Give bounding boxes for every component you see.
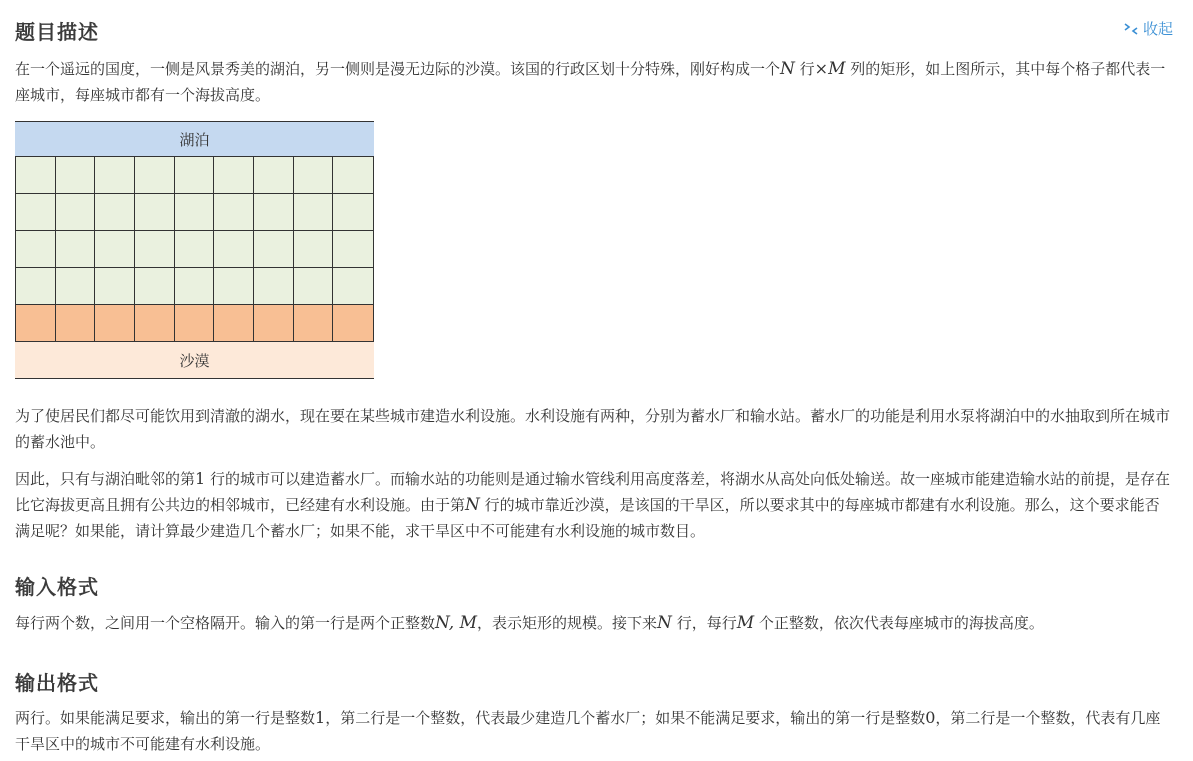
city-cell (175, 157, 215, 194)
city-cell (254, 157, 294, 194)
city-cell (333, 194, 373, 231)
city-cell (56, 157, 96, 194)
city-cell (254, 231, 294, 268)
city-cell (175, 231, 215, 268)
city-cell (95, 194, 135, 231)
city-cell (56, 231, 96, 268)
desert-city-cell (135, 305, 175, 342)
city-cell (56, 268, 96, 305)
city-cell (16, 194, 56, 231)
city-cell (254, 194, 294, 231)
description-paragraph-1: 在一个遥远的国度，一侧是风景秀美的湖泊，另一侧则是漫无边际的沙漠。该国的行政区划十分特殊，刚好构成一个N 行×M 列的矩形，如上图所示，其中每个格子都代表一座城市，每座城市都有一个海拔高度。 (15, 59, 1166, 104)
city-cell (16, 157, 56, 194)
collapse-label: 收起 (1142, 20, 1173, 38)
city-cell (56, 194, 96, 231)
city-cell (16, 231, 56, 268)
city-cell (333, 268, 373, 305)
desert-city-cell (56, 305, 96, 342)
city-cell (254, 268, 294, 305)
desert-city-cell (16, 305, 56, 342)
city-cell (95, 157, 135, 194)
section-title-input: 输入格式 (15, 575, 99, 599)
city-cell (95, 268, 135, 305)
desert-city-cell (175, 305, 215, 342)
city-cell (135, 268, 175, 305)
city-cell (294, 157, 334, 194)
collapse-icon (1123, 22, 1139, 36)
city-cell (333, 231, 373, 268)
city-cell (214, 231, 254, 268)
city-cell (95, 231, 135, 268)
city-cell (175, 194, 215, 231)
city-cell (135, 231, 175, 268)
desert-city-cell (294, 305, 334, 342)
city-cell (333, 157, 373, 194)
desert-city-cell (95, 305, 135, 342)
city-cell (135, 194, 175, 231)
city-cell (214, 194, 254, 231)
city-cell (294, 194, 334, 231)
desert-city-cell (214, 305, 254, 342)
city-cell (175, 268, 215, 305)
city-cell (294, 231, 334, 268)
city-grid (15, 157, 374, 342)
description-paragraph-3: 因此，只有与湖泊毗邻的第1 行的城市可以建造蓄水厂。而输水站的功能则是通过输水管线利用高度落差，将湖水从高处向低处输送。故一座城市能建造输水站的前提，是存在比它海拔更高且拥有公共边的相邻城市，已经建有水利设施。由于第N 行的城市靠近沙漠，是该国的干旱区，所以要求其中的每座城市都建有水利设施。那么，这个要求能否满足呢？如果能，请计算最少建造几个蓄水厂；如果不能，求干旱区中不可能建有水利设施的城市数目。 (15, 469, 1170, 540)
city-cell (214, 157, 254, 194)
city-cell (16, 268, 56, 305)
section-title-description: 题目描述 (15, 20, 99, 44)
city-cell (135, 157, 175, 194)
description-paragraph-2: 为了使居民们都尽可能饮用到清澈的湖水，现在要在某些城市建造水利设施。水利设施有两种，分别为蓄水厂和输水站。蓄水厂的功能是利用水泵将湖泊中的水抽取到所在城市的蓄水池中。 (15, 407, 1171, 451)
desert-label: 沙漠 (15, 342, 374, 379)
section-title-output: 输出格式 (15, 671, 99, 695)
lake-label: 湖泊 (15, 121, 374, 157)
desert-city-cell (254, 305, 294, 342)
collapse-button[interactable] (1123, 18, 1173, 39)
input-format-text: 每行两个数，之间用一个空格隔开。输入的第一行是两个正整数N, M，表示矩形的规模。接下来N 行，每行M 个正整数，依次代表每座城市的海拔高度。 (15, 613, 1044, 633)
output-format-text: 两行。如果能满足要求，输出的第一行是整数1，第二行是一个整数，代表最少建造几个蓄水厂；如果不能满足要求，输出的第一行是整数0，第二行是一个整数，代表有几座干旱区中的城市不可能建有水利设施。 (15, 708, 1161, 753)
desert-city-cell (333, 305, 373, 342)
city-cell (294, 268, 334, 305)
map-figure (15, 121, 374, 379)
city-cell (214, 268, 254, 305)
